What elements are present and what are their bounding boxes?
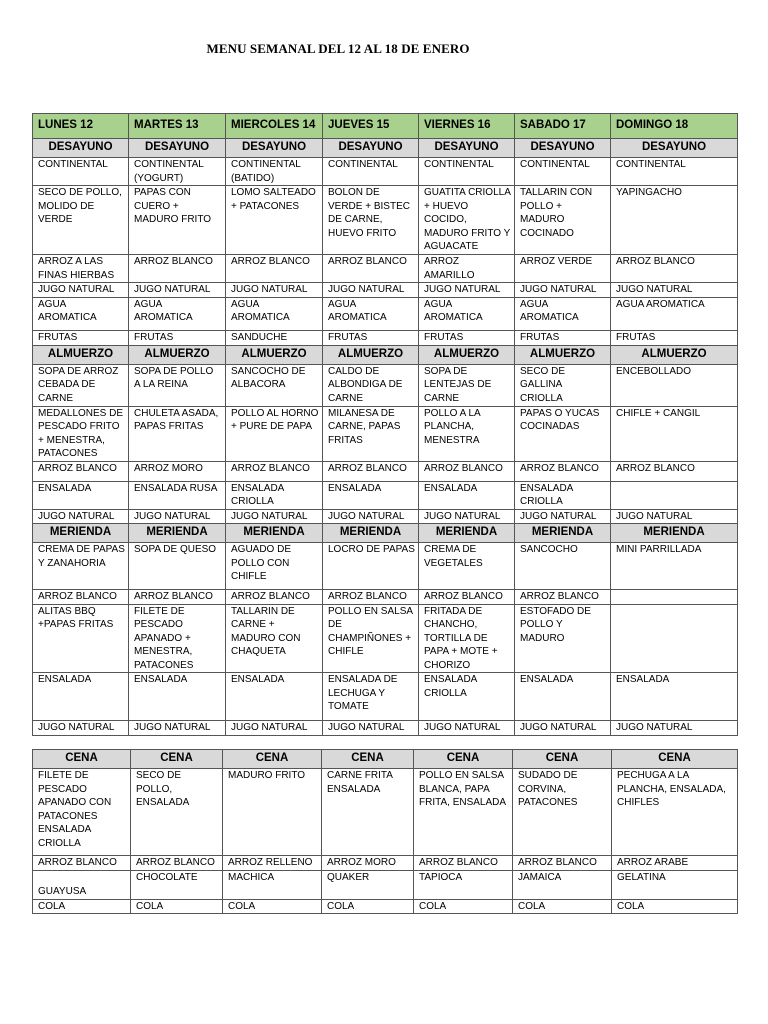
merienda-label: MERIENDA bbox=[226, 524, 323, 543]
menu-cell: COLA bbox=[33, 899, 131, 914]
menu-cell: FRUTAS bbox=[33, 330, 129, 345]
desayuno-label: DESAYUNO bbox=[611, 139, 738, 158]
menu-cell: FRITADA DE CHANCHO, TORTILLA DE PAPA + MOTE + CHORIZO bbox=[419, 604, 515, 673]
menu-cell: JUGO NATURAL bbox=[419, 721, 515, 736]
menu-cell: CONTINENTAL (YOGURT) bbox=[129, 158, 226, 186]
menu-cell: FILETE DE PESCADO APANADO CON PATACONES ENSALADA CRIOLLA bbox=[33, 769, 131, 856]
menu-cell: JUGO NATURAL bbox=[611, 283, 738, 298]
menu-cell: ARROZ BLANCO bbox=[33, 590, 129, 605]
menu-cell: ARROZ BLANCO bbox=[226, 255, 323, 283]
menu-cell: SUDADO DE CORVINA, PATACONES bbox=[513, 769, 612, 856]
menu-cell: FRUTAS bbox=[515, 330, 611, 345]
merienda-header-row bbox=[33, 524, 738, 543]
menu-cell: JUGO NATURAL bbox=[515, 283, 611, 298]
menu-cell: CONTINENTAL bbox=[611, 158, 738, 186]
menu-cell bbox=[611, 590, 738, 605]
merienda-label: MERIENDA bbox=[129, 524, 226, 543]
menu-cell: CONTINENTAL bbox=[515, 158, 611, 186]
menu-cell: CONTINENTAL bbox=[419, 158, 515, 186]
menu-cell: AGUA AROMATICA bbox=[226, 297, 323, 330]
cena-row bbox=[33, 856, 738, 871]
day-header: MIERCOLES 14 bbox=[226, 114, 323, 139]
cena-label: CENA bbox=[33, 750, 131, 769]
almuerzo-header-row bbox=[33, 345, 738, 364]
menu-cell: FRUTAS bbox=[323, 330, 419, 345]
menu-cell: GUATITA CRIOLLA + HUEVO COCIDO, MADURO FRITO Y AGUACATE bbox=[419, 186, 515, 255]
merienda-row bbox=[33, 543, 738, 590]
day-header: SABADO 17 bbox=[515, 114, 611, 139]
menu-cell: ENSALADA bbox=[33, 481, 129, 509]
menu-cell: ARROZ BLANCO bbox=[513, 856, 612, 871]
menu-cell: JUGO NATURAL bbox=[226, 721, 323, 736]
almuerzo-label: ALMUERZO bbox=[515, 345, 611, 364]
merienda-row bbox=[33, 673, 738, 721]
menu-cell: ENSALADA RUSA bbox=[129, 481, 226, 509]
menu-cell: PAPAS CON CUERO + MADURO FRITO bbox=[129, 186, 226, 255]
menu-cell: JUGO NATURAL bbox=[129, 509, 226, 524]
desayuno-label: DESAYUNO bbox=[129, 139, 226, 158]
menu-cell: BOLON DE VERDE + BISTEC DE CARNE, HUEVO FRITO bbox=[323, 186, 419, 255]
desayuno-label: DESAYUNO bbox=[226, 139, 323, 158]
menu-cell: SOPA DE QUESO bbox=[129, 543, 226, 590]
cena-row bbox=[33, 769, 738, 856]
merienda-label: MERIENDA bbox=[515, 524, 611, 543]
menu-cell: SANCOCHO DE ALBACORA bbox=[226, 364, 323, 406]
menu-cell: SANCOCHO bbox=[515, 543, 611, 590]
menu-cell: COLA bbox=[414, 899, 513, 914]
menu-cell: MINI PARRILLADA bbox=[611, 543, 738, 590]
day-header: MARTES 13 bbox=[129, 114, 226, 139]
almuerzo-label: ALMUERZO bbox=[419, 345, 515, 364]
menu-cell: ALITAS BBQ +PAPAS FRITAS bbox=[33, 604, 129, 673]
menu-cell: JUGO NATURAL bbox=[33, 721, 129, 736]
menu-cell: JUGO NATURAL bbox=[323, 509, 419, 524]
menu-cell: AGUA AROMATICA bbox=[33, 297, 129, 330]
menu-cell: JUGO NATURAL bbox=[323, 721, 419, 736]
menu-cell: JAMAICA bbox=[513, 870, 612, 899]
menu-cell bbox=[611, 481, 738, 509]
desayuno-label: DESAYUNO bbox=[323, 139, 419, 158]
menu-cell: JUGO NATURAL bbox=[419, 283, 515, 298]
menu-cell: JUGO NATURAL bbox=[33, 509, 129, 524]
menu-cell: ENSALADA CRIOLLA bbox=[419, 673, 515, 721]
menu-cell: FILETE DE PESCADO APANADO + MENESTRA, PATACONES bbox=[129, 604, 226, 673]
menu-cell: MACHICA bbox=[223, 870, 322, 899]
menu-cell: JUGO NATURAL bbox=[129, 283, 226, 298]
menu-cell: ARROZ BLANCO bbox=[323, 590, 419, 605]
menu-cell: POLLO A LA PLANCHA, MENESTRA bbox=[419, 406, 515, 461]
desayuno-header-row bbox=[33, 139, 738, 158]
menu-cell: ARROZ BLANCO bbox=[226, 461, 323, 481]
menu-cell: ARROZ MORO bbox=[322, 856, 414, 871]
menu-cell: ARROZ BLANCO bbox=[33, 856, 131, 871]
menu-cell: GUAYUSA bbox=[33, 870, 131, 899]
almuerzo-row bbox=[33, 481, 738, 509]
menu-cell: COLA bbox=[131, 899, 223, 914]
cena-label: CENA bbox=[223, 750, 322, 769]
menu-cell: FRUTAS bbox=[419, 330, 515, 345]
menu-cell: ARROZ VERDE bbox=[515, 255, 611, 283]
menu-cell: ENSALADA CRIOLLA bbox=[515, 481, 611, 509]
weekly-menu-table bbox=[32, 113, 738, 736]
menu-cell: POLLO EN SALSA DE CHAMPIÑONES + CHIFLE bbox=[323, 604, 419, 673]
day-header: JUEVES 15 bbox=[323, 114, 419, 139]
menu-cell: AGUA AROMATICA bbox=[129, 297, 226, 330]
almuerzo-label: ALMUERZO bbox=[226, 345, 323, 364]
menu-cell: LOCRO DE PAPAS bbox=[323, 543, 419, 590]
menu-cell: SOPA DE POLLO A LA REINA bbox=[129, 364, 226, 406]
menu-cell: TALLARIN DE CARNE + MADURO CON CHAQUETA bbox=[226, 604, 323, 673]
menu-cell: ARROZ BLANCO bbox=[323, 255, 419, 283]
menu-cell: SOPA DE ARROZ CEBADA DE CARNE bbox=[33, 364, 129, 406]
desayuno-row bbox=[33, 255, 738, 283]
merienda-row bbox=[33, 604, 738, 673]
menu-cell: COLA bbox=[513, 899, 612, 914]
menu-cell: AGUA AROMATICA bbox=[419, 297, 515, 330]
menu-cell: CHULETA ASADA, PAPAS FRITAS bbox=[129, 406, 226, 461]
menu-cell: FRUTAS bbox=[129, 330, 226, 345]
almuerzo-label: ALMUERZO bbox=[611, 345, 738, 364]
menu-cell: CARNE FRITA ENSALADA bbox=[322, 769, 414, 856]
menu-cell: AGUA AROMATICA bbox=[611, 297, 738, 330]
menu-cell: COLA bbox=[322, 899, 414, 914]
menu-cell: JUGO NATURAL bbox=[515, 721, 611, 736]
menu-cell: ARROZ RELLENO bbox=[223, 856, 322, 871]
desayuno-label: DESAYUNO bbox=[515, 139, 611, 158]
menu-cell: ARROZ BLANCO bbox=[226, 590, 323, 605]
cena-label: CENA bbox=[414, 750, 513, 769]
menu-cell: ESTOFADO DE POLLO Y MADURO bbox=[515, 604, 611, 673]
dinner-table bbox=[32, 749, 738, 914]
menu-cell: AGUA AROMATICA bbox=[323, 297, 419, 330]
menu-cell: JUGO NATURAL bbox=[323, 283, 419, 298]
menu-cell: COLA bbox=[223, 899, 322, 914]
menu-cell: ARROZ BLANCO bbox=[129, 255, 226, 283]
menu-cell: JUGO NATURAL bbox=[226, 509, 323, 524]
menu-cell: CHIFLE + CANGIL bbox=[611, 406, 738, 461]
menu-cell: MADURO FRITO bbox=[223, 769, 322, 856]
cena-header-row bbox=[33, 750, 738, 769]
menu-cell: SECO DE POLLO, MOLIDO DE VERDE bbox=[33, 186, 129, 255]
menu-cell: TAPIOCA bbox=[414, 870, 513, 899]
menu-cell: SOPA DE LENTEJAS DE CARNE bbox=[419, 364, 515, 406]
cena-row bbox=[33, 899, 738, 914]
desayuno-row bbox=[33, 158, 738, 186]
menu-cell: CREMA DE VEGETALES bbox=[419, 543, 515, 590]
merienda-label: MERIENDA bbox=[33, 524, 129, 543]
desayuno-label: DESAYUNO bbox=[33, 139, 129, 158]
almuerzo-row bbox=[33, 509, 738, 524]
merienda-row bbox=[33, 721, 738, 736]
menu-cell: ENSALADA bbox=[419, 481, 515, 509]
almuerzo-label: ALMUERZO bbox=[323, 345, 419, 364]
menu-cell: ARROZ BLANCO bbox=[33, 461, 129, 481]
menu-cell: ENSALADA bbox=[611, 673, 738, 721]
menu-cell: SECO DE GALLINA CRIOLLA bbox=[515, 364, 611, 406]
menu-cell: ARROZ AMARILLO bbox=[419, 255, 515, 283]
almuerzo-row bbox=[33, 364, 738, 406]
menu-cell: COLA bbox=[612, 899, 738, 914]
menu-cell: MEDALLONES DE PESCADO FRITO + MENESTRA, PATACONES bbox=[33, 406, 129, 461]
menu-cell: CHOCOLATE bbox=[131, 870, 223, 899]
menu-cell: ARROZ MORO bbox=[129, 461, 226, 481]
cena-label: CENA bbox=[322, 750, 414, 769]
menu-cell: CALDO DE ALBONDIGA DE CARNE bbox=[323, 364, 419, 406]
menu-cell: GELATINA bbox=[612, 870, 738, 899]
menu-cell: CONTINENTAL bbox=[33, 158, 129, 186]
day-header: LUNES 12 bbox=[33, 114, 129, 139]
desayuno-row bbox=[33, 330, 738, 345]
menu-cell: POLLO EN SALSA BLANCA, PAPA FRITA, ENSALADA bbox=[414, 769, 513, 856]
menu-cell: ARROZ BLANCO bbox=[131, 856, 223, 871]
menu-cell: AGUA AROMATICA bbox=[515, 297, 611, 330]
menu-cell: ARROZ BLANCO bbox=[611, 255, 738, 283]
menu-cell: CONTINENTAL bbox=[323, 158, 419, 186]
cena-label: CENA bbox=[513, 750, 612, 769]
menu-cell: ENSALADA bbox=[323, 481, 419, 509]
merienda-label: MERIENDA bbox=[323, 524, 419, 543]
desayuno-row bbox=[33, 283, 738, 298]
menu-cell: PAPAS O YUCAS COCINADAS bbox=[515, 406, 611, 461]
menu-cell: TALLARIN CON POLLO + MADURO COCINADO bbox=[515, 186, 611, 255]
menu-cell: ARROZ BLANCO bbox=[515, 590, 611, 605]
almuerzo-row bbox=[33, 406, 738, 461]
menu-cell: ARROZ BLANCO bbox=[323, 461, 419, 481]
menu-cell: ARROZ BLANCO bbox=[419, 590, 515, 605]
menu-cell: ARROZ A LAS FINAS HIERBAS bbox=[33, 255, 129, 283]
menu-cell: JUGO NATURAL bbox=[226, 283, 323, 298]
menu-cell: FRUTAS bbox=[611, 330, 738, 345]
day-header: VIERNES 16 bbox=[419, 114, 515, 139]
menu-cell: AGUADO DE POLLO CON CHIFLE bbox=[226, 543, 323, 590]
menu-cell bbox=[611, 604, 738, 673]
menu-cell: MILANESA DE CARNE, PAPAS FRITAS bbox=[323, 406, 419, 461]
menu-cell: ENSALADA bbox=[226, 673, 323, 721]
merienda-label: MERIENDA bbox=[419, 524, 515, 543]
cena-label: CENA bbox=[131, 750, 223, 769]
menu-cell: CONTINENTAL (BATIDO) bbox=[226, 158, 323, 186]
menu-cell: SECO DE POLLO, ENSALADA bbox=[131, 769, 223, 856]
merienda-label: MERIENDA bbox=[611, 524, 738, 543]
menu-cell: POLLO AL HORNO + PURE DE PAPA bbox=[226, 406, 323, 461]
menu-cell: ENCEBOLLADO bbox=[611, 364, 738, 406]
menu-cell: ENSALADA CRIOLLA bbox=[226, 481, 323, 509]
merienda-row bbox=[33, 590, 738, 605]
menu-cell: ENSALADA bbox=[515, 673, 611, 721]
menu-cell: ARROZ ARABE bbox=[612, 856, 738, 871]
almuerzo-label: ALMUERZO bbox=[129, 345, 226, 364]
menu-cell: JUGO NATURAL bbox=[129, 721, 226, 736]
menu-cell: ENSALADA bbox=[129, 673, 226, 721]
desayuno-row bbox=[33, 186, 738, 255]
menu-cell: JUGO NATURAL bbox=[419, 509, 515, 524]
menu-title: MENU SEMANAL DEL 12 AL 18 DE ENERO bbox=[206, 41, 470, 56]
cena-label: CENA bbox=[612, 750, 738, 769]
menu-cell: ENSALADA bbox=[33, 673, 129, 721]
menu-cell: JUGO NATURAL bbox=[33, 283, 129, 298]
days-header-row bbox=[33, 114, 738, 139]
menu-cell: QUAKER bbox=[322, 870, 414, 899]
menu-cell: PECHUGA A LA PLANCHA, ENSALADA, CHIFLES bbox=[612, 769, 738, 856]
menu-cell: ARROZ BLANCO bbox=[611, 461, 738, 481]
menu-cell: LOMO SALTEADO + PATACONES bbox=[226, 186, 323, 255]
menu-cell: ARROZ BLANCO bbox=[129, 590, 226, 605]
menu-cell: ARROZ BLANCO bbox=[515, 461, 611, 481]
menu-cell: ARROZ BLANCO bbox=[414, 856, 513, 871]
cena-row bbox=[33, 870, 738, 899]
menu-cell: SANDUCHE bbox=[226, 330, 323, 345]
menu-cell: CREMA DE PAPAS Y ZANAHORIA bbox=[33, 543, 129, 590]
menu-cell: JUGO NATURAL bbox=[611, 509, 738, 524]
day-header: DOMINGO 18 bbox=[611, 114, 738, 139]
almuerzo-row bbox=[33, 461, 738, 481]
desayuno-row bbox=[33, 297, 738, 330]
menu-cell: YAPINGACHO bbox=[611, 186, 738, 255]
menu-cell: JUGO NATURAL bbox=[515, 509, 611, 524]
almuerzo-label: ALMUERZO bbox=[33, 345, 129, 364]
menu-cell: JUGO NATURAL bbox=[611, 721, 738, 736]
menu-cell: ENSALADA DE LECHUGA Y TOMATE bbox=[323, 673, 419, 721]
menu-cell: ARROZ BLANCO bbox=[419, 461, 515, 481]
desayuno-label: DESAYUNO bbox=[419, 139, 515, 158]
